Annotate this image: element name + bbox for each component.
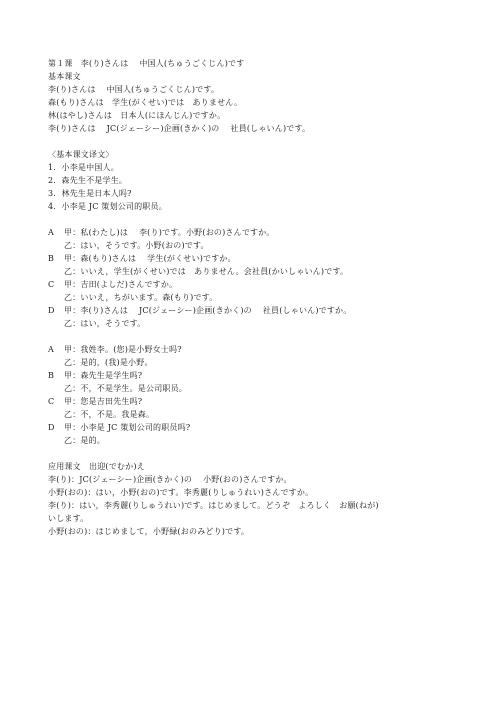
speaker-b-line: 乙：是的。 [64, 436, 105, 445]
dialogue-label: B [48, 254, 55, 263]
translation-item: 1．小李是中国人。 [48, 163, 119, 172]
dialogue-line [48, 278, 468, 291]
dialogue-label: B [48, 371, 55, 380]
section-heading: 应用课文 出迎(でむか)え [48, 462, 145, 471]
dialogue-label: A [48, 345, 54, 354]
speaker-a-line: 甲：森先生是学生吗? [64, 371, 143, 380]
speaker-a-line: 甲：森(もり)さんは 学生(がくせい)ですか。 [64, 254, 236, 263]
speaker-b-line: 乙：不，不是。我是森。 [64, 410, 155, 419]
speaker-b-line: 乙：はい，そうです。小野(おの)です。 [64, 241, 209, 250]
basic-sentence: 林(はやし)さんは 日本人(にほんじん)ですか。 [48, 111, 226, 120]
applied-line: 小野(おの)：はい，小野(おの)です。李秀麗(りしゅうれい)さんですか。 [48, 488, 314, 497]
dialogue-line [48, 343, 468, 356]
spacer [48, 135, 468, 148]
speaker-b-line: 乙：不，不是学生。是公司职员。 [64, 384, 187, 393]
speaker-a-line: 甲：李(り)さんは JC(ジェーシー)企画(きかく)の 社員(しゃいん)ですか。 [64, 306, 352, 315]
dialogue-line [48, 421, 468, 434]
speaker-a-line: 甲：我姓李。(您)是小野女士吗? [64, 345, 182, 354]
section-heading: 〈基本课文译文〉 [48, 150, 114, 159]
spacer [48, 213, 468, 226]
dialogue-label: D [48, 423, 55, 432]
dialogue-line [48, 369, 468, 382]
section-heading: 基本课文 [48, 72, 81, 81]
dialogues-japanese [48, 226, 468, 330]
translation-item: 2．森先生不是学生。 [48, 176, 128, 185]
dialogue-label: D [48, 306, 55, 315]
speaker-a-line: 甲：私(わたし)は 李(り)です。小野(おの)さんですか。 [64, 228, 275, 237]
dialogue-label: C [48, 397, 55, 406]
speaker-b-line: 乙：いいえ，ちがいます。森(もり)です。 [64, 293, 218, 302]
applied-line: 小野(おの)：はじめまして，小野緑(おのみどり)です。 [48, 527, 250, 536]
speaker-a-line: 甲：小李是 JC 策划公司的职员吗? [64, 423, 191, 432]
spacer [48, 447, 468, 460]
dialogue-line [48, 252, 468, 265]
translation-section [48, 148, 468, 213]
speaker-b-line: 乙：いいえ，学生(がくせい)では ありません。会社員(かいしゃいん)です。 [64, 267, 349, 276]
dialogue-label: A [48, 228, 54, 237]
basic-text-section [48, 70, 468, 135]
applied-line: 李(り)：はい，李秀麗(りしゅうれい)です。はじめまして。どうぞ よろしく お願(ねが) [48, 501, 379, 510]
spacer [48, 330, 468, 343]
applied-line: 李(り)：JC(ジェーシー)企画(きかく)の 小野(おの)さんですか。 [48, 475, 292, 484]
lesson-title: 第１课 李(り)さんは 中国人(ちゅうごくじん)です [48, 59, 245, 68]
speaker-b-line: 乙：はい，そうです。 [64, 319, 146, 328]
speaker-a-line: 甲：吉田(よしだ)さんですか。 [64, 280, 178, 289]
lesson-content [48, 57, 468, 538]
applied-text-section [48, 460, 468, 538]
speaker-b-line: 乙：是的，(我)是小野。 [64, 358, 153, 367]
applied-line: いします。 [48, 514, 89, 523]
speaker-a-line: 甲：您是吉田先生吗? [64, 397, 143, 406]
dialogue-line [48, 226, 468, 239]
dialogue-label: C [48, 280, 55, 289]
basic-sentence: 森(もり)さんは 学生(がくせい)では ありません。 [48, 98, 243, 107]
dialogues-chinese [48, 343, 468, 447]
translation-item: 3．林先生是日本人吗? [48, 189, 132, 198]
dialogue-line [48, 304, 468, 317]
basic-sentence: 李(り)さんは 中国人(ちゅうごくじん)です。 [48, 85, 220, 94]
dialogue-line [48, 395, 468, 408]
translation-item: 4．小李是 JC 策划公司的职员。 [48, 202, 167, 211]
basic-sentence: 李(り)さんは JC(ジェーシー)企画(きかく)の 社員(しゃいん)です。 [48, 124, 311, 133]
